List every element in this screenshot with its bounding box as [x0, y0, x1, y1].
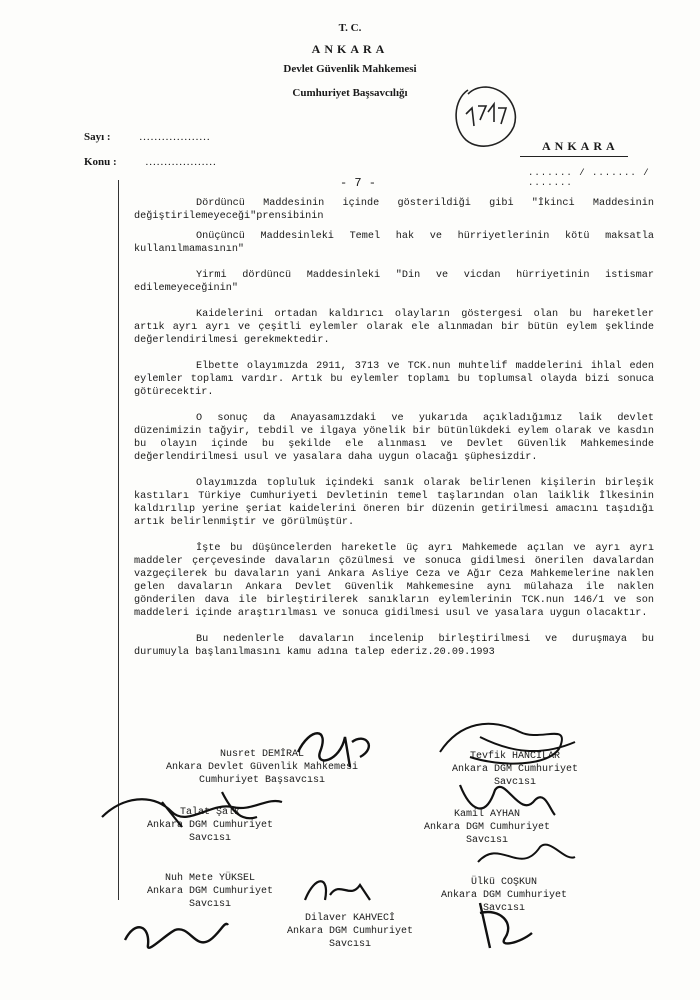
signatory-name: Talat Şalk — [179, 807, 240, 818]
signatory-title: Savcısı — [493, 777, 536, 788]
signature-scribble — [450, 770, 560, 830]
signatory-title: Savcısı — [465, 835, 508, 846]
paragraph — [134, 230, 654, 256]
signature-scribble — [470, 832, 580, 882]
sayi-value: ................... — [139, 131, 211, 143]
signatory-name: Nusret DEMİRAL — [219, 749, 304, 760]
paragraph — [134, 360, 654, 399]
signatory-title: Ankara DGM Cumhuriyet — [146, 820, 274, 831]
signatory-title: Ankara DGM Cumhuriyet — [440, 890, 568, 901]
paragraph-text: Bu nedenlerle davaların incelenip birleştirilmesi ve duruşmaya bu durumuyla başlanılmasını kamu adına talep ederiz.20.09.1993 — [134, 634, 654, 658]
paragraph-text: Kaidelerini ortadan kaldırıcı olayların göstergesi olan bu hareketler artık ayrı ayrı ve çeşitli eylemler olarak ele alınmadan bir bütün eylem şeklinde değerlendirilmesi gerekmektedir. — [134, 309, 654, 346]
paragraph-text: Elbette olayımızda 2911, 3713 ve TCK.nun muhtelif maddelerini ihlal eden eylemler toplamı vardır. Artık bu eylemler toplamı bu toplumsal olayda bizi sonuca götürecektir. — [134, 361, 654, 398]
handwritten-number-circle — [448, 82, 520, 152]
signatory-title: Ankara Devlet Güvenlik Mahkemesi — [165, 762, 359, 773]
header-court: Devlet Güvenlik Mahkemesi — [283, 63, 417, 75]
paragraph — [134, 542, 654, 620]
konu-label: Konu : — [84, 156, 117, 168]
document-body — [134, 197, 654, 672]
page-number: - 7 - — [340, 176, 377, 190]
konu-field — [84, 156, 217, 168]
signatory-title: Ankara DGM Cumhuriyet — [451, 764, 579, 775]
signatory-title: Ankara DGM Cumhuriyet — [423, 822, 551, 833]
sayi-field — [84, 131, 211, 143]
signatory-name: Nuh Mete YÜKSEL — [164, 873, 255, 884]
paragraph-text: O sonuç da Anayasamızdaki ve yukarıda açıkladığımız laik devlet düzenimizin tağyir, tebdil ve ilgaya yönelik bir bütünlükdeki eylem olarak ve kasdın bu olayın içinde bu şekilde ele alınması ve Devlet Güvenlik Mahkemesinde değerlendirilmesi usul ve yasalara daha uygun olacağı şüphesizdir. — [134, 413, 654, 463]
paragraph-text: Dördüncü Maddesinin içinde gösterildiği gibi "İkinci Maddesinin değiştirilemeyeceği"prensibinin — [134, 198, 654, 222]
signature-scribble — [290, 722, 385, 777]
header-office: Cumhuriyet Başsavcılığı — [292, 87, 408, 99]
paragraph — [134, 477, 654, 529]
location-label: ANKARA — [542, 139, 619, 153]
header-tc: T. C. — [338, 22, 362, 34]
signature-scribble — [430, 712, 580, 772]
signatory-title: Cumhuriyet Başsavcısı — [198, 775, 326, 786]
signatory-name: Tevfik HANCILAR — [469, 751, 560, 762]
signature-scribble — [120, 905, 230, 960]
signatory-title: Ankara DGM Cumhuriyet — [146, 886, 274, 897]
sayi-label: Sayı : — [84, 131, 111, 143]
konu-value: ................... — [145, 156, 217, 168]
date-placeholder: ....... / ....... / ....... — [528, 168, 650, 188]
signature-scribble — [300, 870, 375, 910]
signatory-name: Kamil AYHAN — [453, 809, 520, 820]
signatory-title: Savcısı — [328, 939, 371, 950]
signature-scribble — [92, 782, 292, 837]
signatory-title: Savcısı — [482, 903, 525, 914]
paragraph — [134, 269, 654, 295]
paragraph — [134, 197, 654, 223]
paragraph — [134, 633, 654, 659]
paragraph-text: Onüçüncü Maddesinleki Temel hak ve hürriyetlerinin kötü maksatla kullanılmamasının" — [134, 231, 654, 255]
signatory-name: Dilaver KAHVECİ — [304, 913, 395, 924]
signatory-name: Ülkü COŞKUN — [470, 877, 537, 888]
paragraph — [134, 308, 654, 347]
signatory-block — [250, 912, 450, 951]
signature-scribble — [470, 898, 540, 953]
paragraph-text: Olayımızda topluluk içindeki sanık olarak belirlenen kişilerin birleşik kastıları Türkiye Cumhuriyeti Devletinin temel taşlarından olan laiklik İlkesinin kaldırılıp yerine şeriat kaidelerini öneren bir düzenin getirilmesi amacını taşıdığı artık belirlenmiştir ve görülmüştür. — [134, 478, 654, 528]
signatory-title: Savcısı — [188, 899, 231, 910]
signatory-title: Ankara DGM Cumhuriyet — [286, 926, 414, 937]
signatory-title: Savcısı — [188, 833, 231, 844]
location-rule — [520, 156, 628, 157]
paragraph-text: İşte bu düşüncelerden hareketle üç ayrı Mahkemede açılan ve ayrı ayrı maddeler çerçevesinde davaların çözülmesi ve sonuca gidilmesi önerilen davalardan vazgeçilerek bu davaların yani Ankara Asliye Ceza ve Ağır Ceza Mahkemelerine naklen gelen davaların Ankara Devlet Güvenlik Mahkemesine aynı mülahaza ile naklen gönderilen dava ile birleştirilerek sanıkların eylemlerinin TCK.nun 146/1 ve son maddeleri içinde araştırılması ve sonuca gidilmesi usul ve yasalara uygun olacaktır. — [134, 543, 654, 619]
header-city: ANKARA — [311, 42, 389, 56]
paragraph-text: Yirmi dördüncü Maddesinleki "Din ve vicdan hürriyetinin istismar edilemeyeceğinin" — [134, 270, 654, 294]
paragraph — [134, 412, 654, 464]
